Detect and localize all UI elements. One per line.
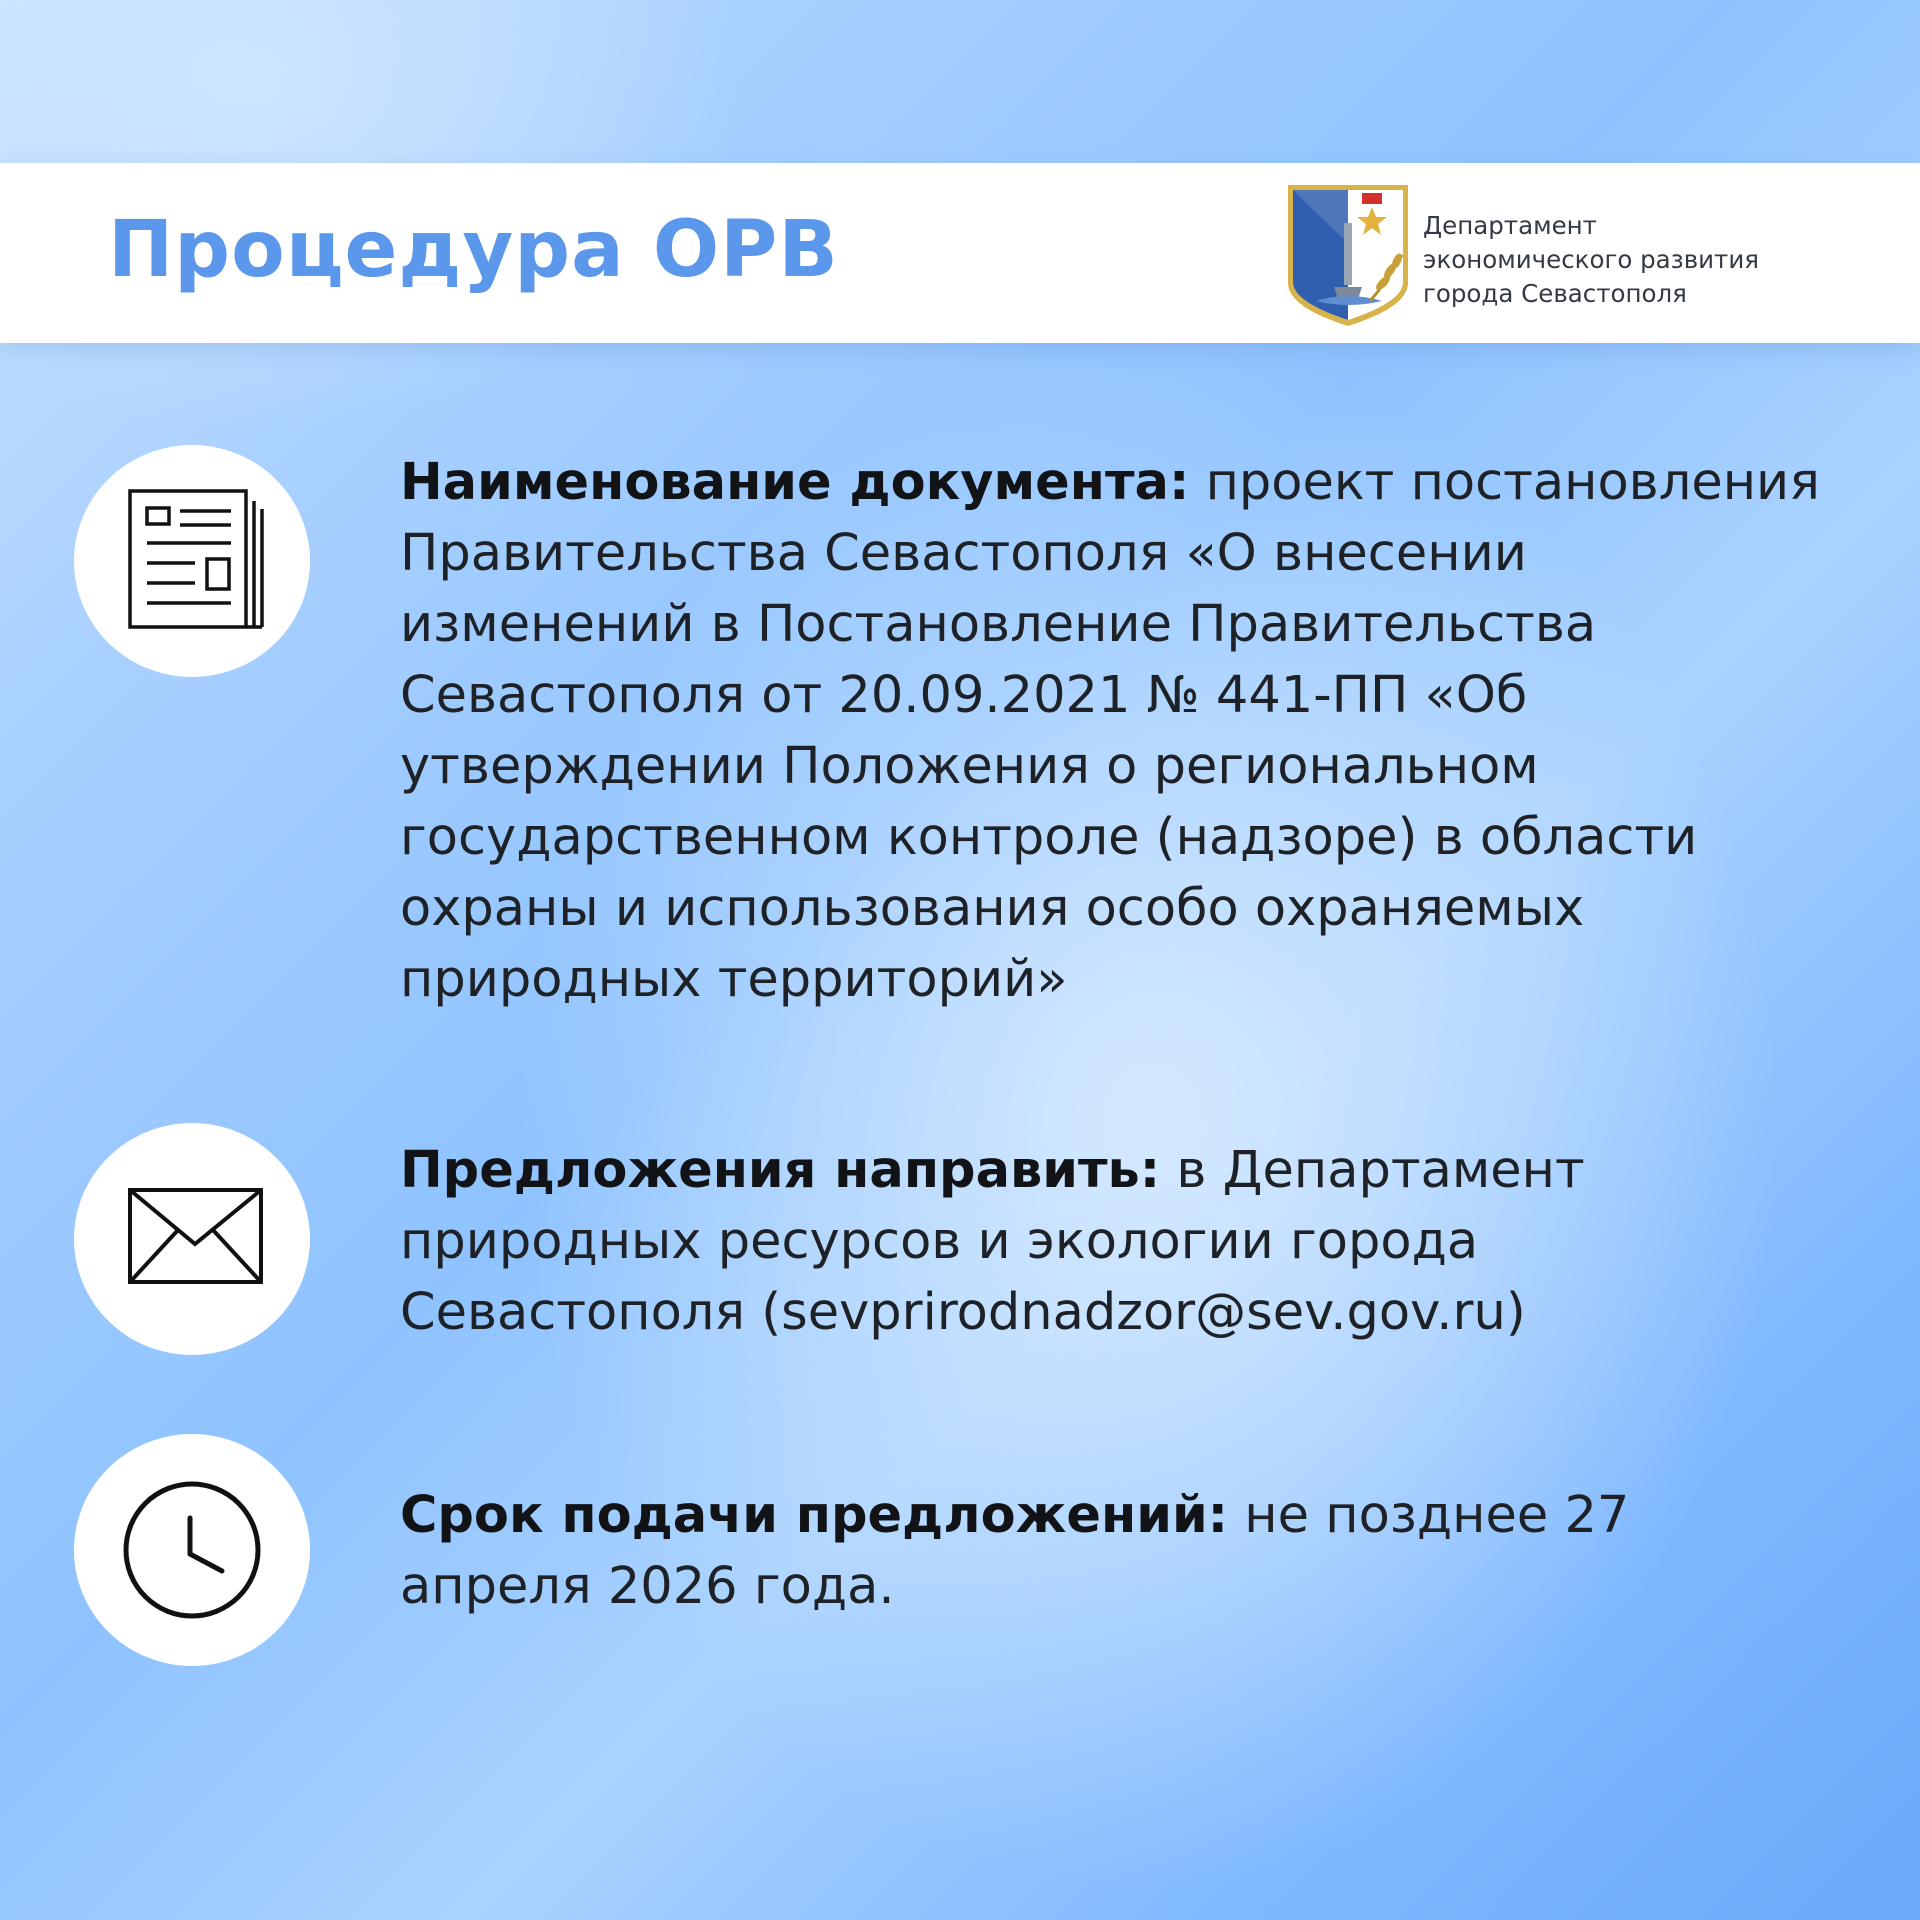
deadline-text: не позднее 27 апреля 2026 года. [400,1486,1630,1616]
submission-label: Предложения направить: [400,1141,1161,1200]
submission-text: в Департамент природных ресурсов и экологии города Севастополя (sevprirodnadzor@sev.gov.ru) [400,1141,1585,1342]
department-line: города Севастополя [1423,279,1687,308]
document-name-text: проект постановления Правительства Севастополя «О внесении изменений в Постановление Правительства Севастополя от 20.09.2021 № 441-ПП «Об утверждении Положения о региональном государственном контроле (надзоре) в области охраны и использования особо охраняемых природных территорий» [400,453,1820,1009]
department-line: экономического развития [1423,245,1759,274]
page-title: Процедура ОРВ [108,205,839,295]
document-icon-circle [74,445,310,677]
department-logo [1286,183,1806,328]
submission-block [400,1135,1820,1348]
envelope-icon-circle [74,1123,310,1355]
header-bar [0,163,1920,343]
document-name-label: Наименование документа: [400,453,1190,512]
clock-icon-circle [74,1434,310,1666]
sevastopol-coat-of-arms-icon [1286,183,1410,328]
document-icon [74,445,310,677]
envelope-icon [74,1123,310,1355]
clock-icon [74,1434,310,1666]
department-line: Департамент [1423,211,1597,240]
deadline-block [400,1480,1820,1622]
department-name [1423,209,1803,311]
deadline-label: Срок подачи предложений: [400,1486,1229,1545]
document-name-block [400,447,1820,1015]
